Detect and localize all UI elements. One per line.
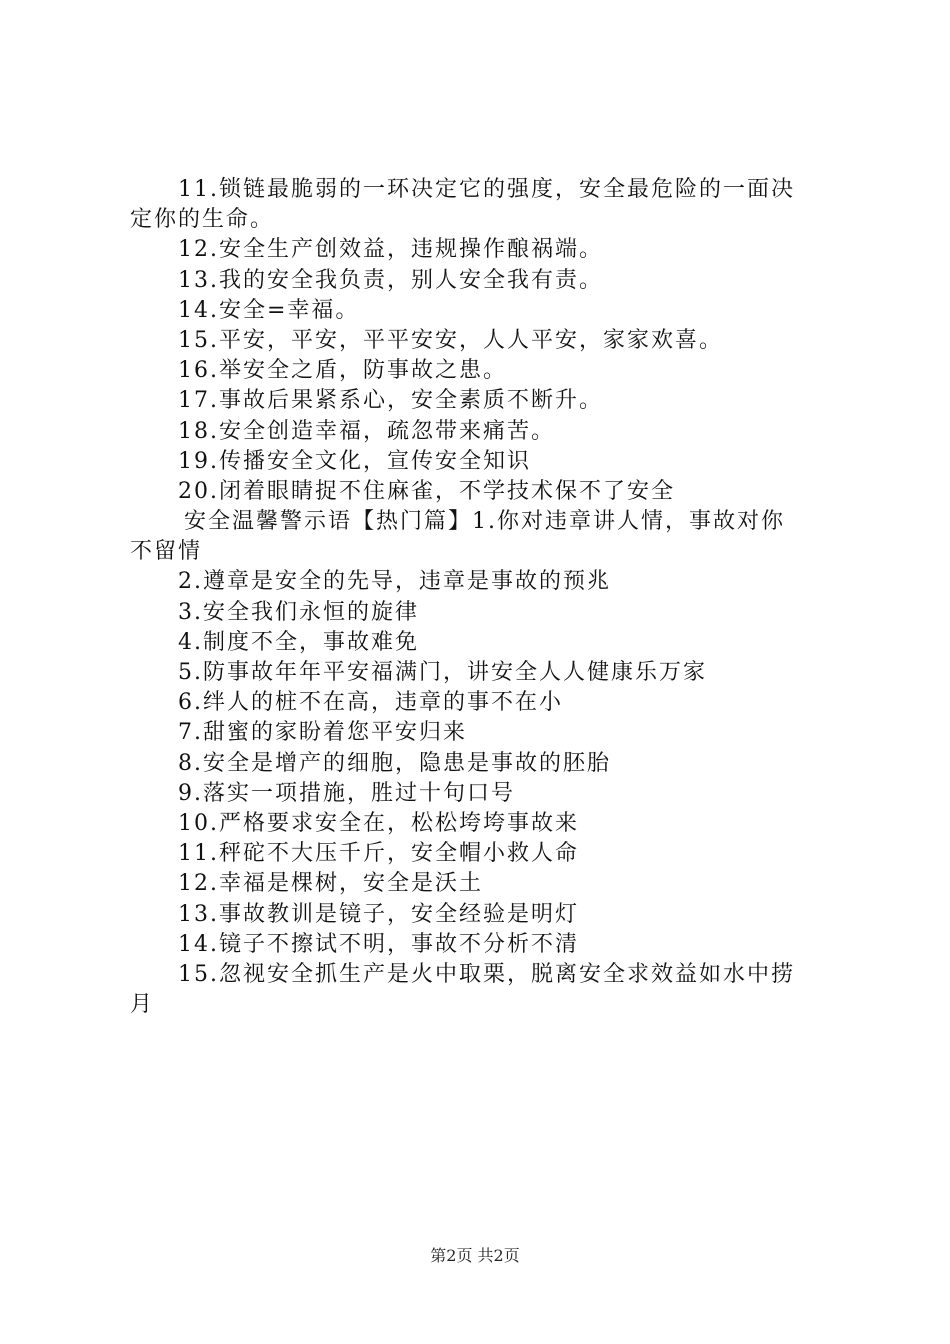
text-line: 9.落实一项措施，胜过十句口号 <box>178 780 515 806</box>
text-line: 12.安全生产创效益，违规操作酿祸端。 <box>178 237 603 263</box>
text-line: 2.遵章是安全的先导，违章是事故的预兆 <box>178 569 611 595</box>
text-line: 18.安全创造幸福，疏忽带来痛苦。 <box>178 418 555 444</box>
text-line: 16.举安全之盾，防事故之患。 <box>178 358 507 384</box>
text-line: 19.传播安全文化，宣传安全知识 <box>178 448 531 474</box>
text-line: 8.安全是增产的细胞，隐患是事故的胚胎 <box>178 750 611 776</box>
section-heading-line: 安全温馨警示语【热门篇】1.你对违章讲人情，事故对你 <box>184 509 785 535</box>
text-line: 不留情 <box>130 539 203 565</box>
page-footer: 第2页 共2页 <box>430 1246 520 1265</box>
text-line: 4.制度不全，事故难免 <box>178 629 419 655</box>
text-line: 15.忽视安全抓生产是火中取栗，脱离安全求效益如水中捞 <box>178 961 795 987</box>
text-line: 10.严格要求安全在，松松垮垮事故来 <box>178 810 579 836</box>
text-line: 13.事故教训是镜子，安全经验是明灯 <box>178 901 579 927</box>
text-line: 13.我的安全我负责，别人安全我有责。 <box>178 267 603 293</box>
text-line: 15.平安，平安，平平安安，人人平安，家家欢喜。 <box>178 327 723 353</box>
text-line: 7.甜蜜的家盼着您平安归来 <box>178 720 467 746</box>
text-line: 20.闭着眼睛捉不住麻雀，不学技术保不了安全 <box>178 478 675 504</box>
text-line: 3.安全我们永恒的旋律 <box>178 599 419 625</box>
document-body <box>130 175 830 1020</box>
text-line: 11.秤砣不大压千斤，安全帽小救人命 <box>178 841 579 867</box>
text-line: 月 <box>130 992 155 1018</box>
text-line: 14.安全=幸福。 <box>178 297 360 323</box>
text-line: 11.锁链最脆弱的一环决定它的强度，安全最危险的一面决 <box>178 177 795 202</box>
text-line: 5.防事故年年平安福满门，讲安全人人健康乐万家 <box>178 660 707 685</box>
text-line: 17.事故后果紧系心，安全素质不断升。 <box>178 388 603 414</box>
text-line: 14.镜子不擦试不明，事故不分析不清 <box>178 931 579 957</box>
text-line: 6.绊人的桩不在高，违章的事不在小 <box>178 690 563 716</box>
text-line: 定你的生命。 <box>130 207 275 233</box>
text-line: 12.幸福是棵树，安全是沃土 <box>178 871 483 897</box>
